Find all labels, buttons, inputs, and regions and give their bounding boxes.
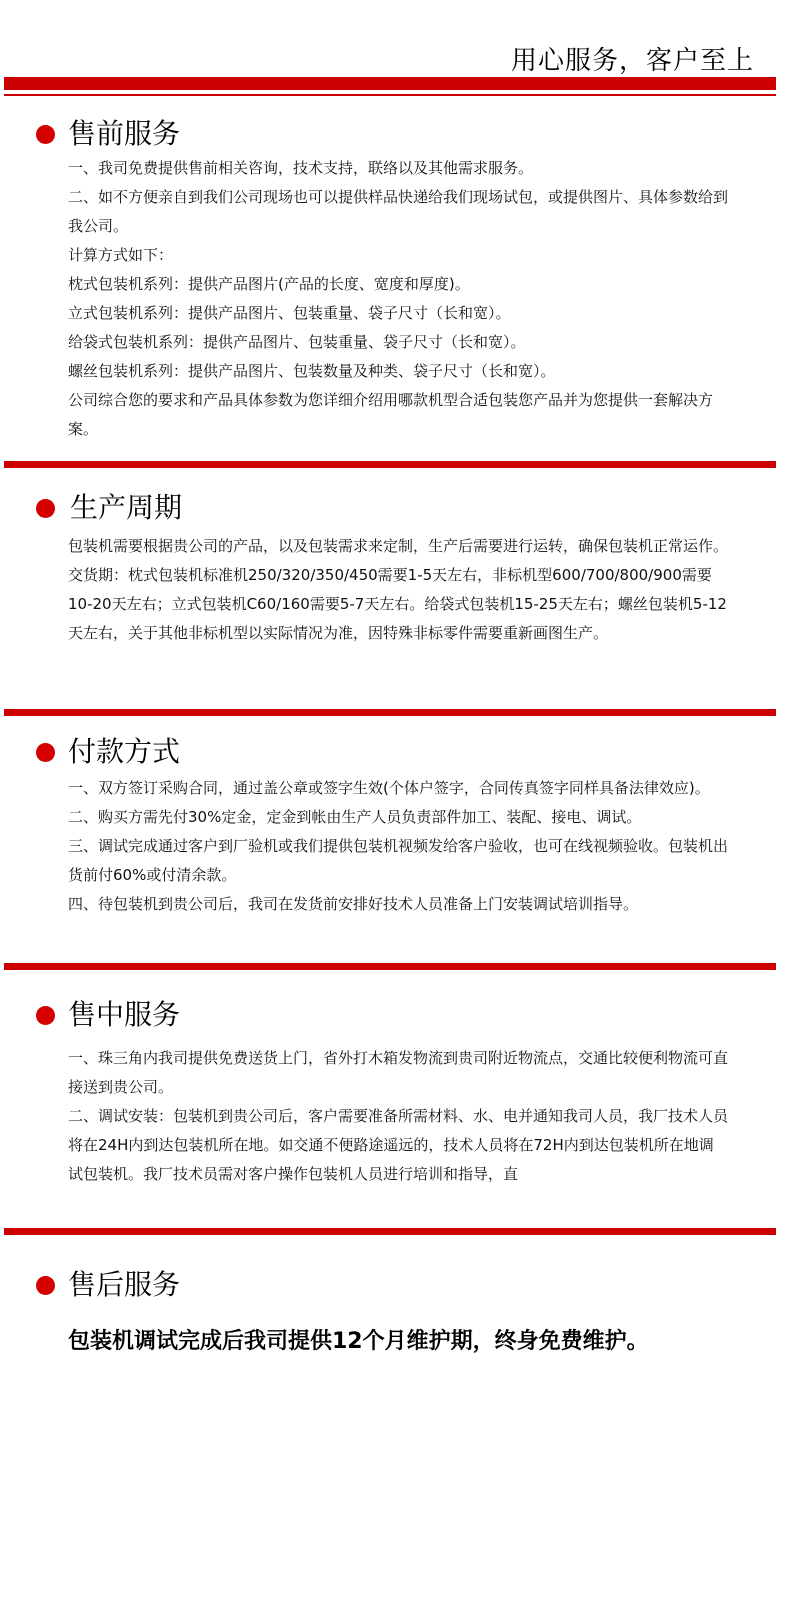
paragraph: 计算方式如下： bbox=[68, 246, 174, 264]
paragraph: 给袋式包装机系列：提供产品图片、包装重量、袋子尺寸（长和宽）。 bbox=[68, 333, 526, 351]
paragraph: 一、珠三角内我司提供免费送货上门，省外打木箱发物流到贵司附近物流点，交通比较便利物流可直接送到贵公司。 bbox=[68, 1049, 729, 1096]
section-title-text: 生产周期 bbox=[70, 491, 183, 524]
red-dot-icon bbox=[36, 125, 55, 144]
section-divider bbox=[4, 963, 776, 970]
paragraph: 立式包装机系列：提供产品图片、包装重量、袋子尺寸（长和宽）。 bbox=[68, 304, 511, 322]
paragraph: 公司综合您的要求和产品具体参数为您详细介绍用哪款机型合适包装您产品并为您提供一套解决方案。 bbox=[68, 391, 714, 438]
header-bar bbox=[4, 77, 776, 90]
paragraph: 二、调试安装：包装机到贵公司后，客户需要准备所需材料、水、电并通知我司人员，我厂技术人员将在24H内到达包装机所在地。如交通不便路途遥远的，技术人员将在72H内到达包装机所在地调试包装机。我厂技术员需对客户操作包装机人员进行培训和指导，直 bbox=[68, 1107, 729, 1183]
paragraph: 包装机需要根据贵公司的产品，以及包装需求来定制，生产后需要进行运转，确保包装机正常运作。 bbox=[68, 537, 729, 555]
red-dot-icon bbox=[36, 743, 55, 762]
paragraph: 二、如不方便亲自到我们公司现场也可以提供样品快递给我们现场试包，或提供图片、具体参数给到我公司。 bbox=[68, 188, 729, 235]
section-payment-title bbox=[36, 734, 180, 770]
section-production-body bbox=[68, 532, 728, 648]
header-bar-thin bbox=[4, 94, 776, 96]
paragraph: 四、待包装机到贵公司后，我司在发货前安排好技术人员准备上门安装调试培训指导。 bbox=[68, 895, 639, 913]
section-aftersale-title bbox=[36, 1267, 180, 1303]
paragraph: 三、调试完成通过客户到厂验机或我们提供包装机视频发给客户验收，也可在线视频验收。包装机出货前付60%或付清余款。 bbox=[68, 837, 729, 884]
section-presale-title bbox=[36, 116, 180, 152]
section-divider bbox=[4, 1228, 776, 1235]
red-dot-icon bbox=[36, 499, 55, 518]
section-title-text: 售后服务 bbox=[68, 1268, 181, 1301]
red-dot-icon bbox=[36, 1276, 55, 1295]
section-insale-title bbox=[36, 997, 180, 1033]
section-title-text: 售前服务 bbox=[68, 117, 181, 150]
paragraph: 枕式包装机系列：提供产品图片(产品的长度、宽度和厚度)。 bbox=[68, 275, 470, 293]
section-divider bbox=[4, 461, 776, 468]
section-production-title bbox=[36, 490, 182, 526]
section-presale-body bbox=[68, 154, 728, 444]
slogan: 用心服务，客户至上 bbox=[510, 46, 754, 76]
paragraph: 二、购买方需先付30%定金，定金到帐由生产人员负责部件加工、装配、接电、调试。 bbox=[68, 808, 642, 826]
paragraph: 螺丝包装机系列：提供产品图片、包装数量及种类、袋子尺寸（长和宽）。 bbox=[68, 362, 556, 380]
paragraph: 一、我司免费提供售前相关咨询，技术支持，联络以及其他需求服务。 bbox=[68, 159, 534, 177]
aftersale-note: 包装机调试完成后我司提供12个月维护期，终身免费维护。 bbox=[68, 1329, 649, 1354]
section-divider bbox=[4, 709, 776, 716]
red-dot-icon bbox=[36, 1006, 55, 1025]
paragraph: 一、双方签订采购合同，通过盖公章或签字生效(个体户签字，合同传真签字同样具备法律效应)。 bbox=[68, 779, 710, 797]
section-title-text: 付款方式 bbox=[68, 735, 181, 768]
section-insale-body bbox=[68, 1044, 728, 1189]
section-title-text: 售中服务 bbox=[68, 998, 181, 1031]
paragraph: 交货期：枕式包装机标准机250/320/350/450需要1-5天左右，非标机型600/700/800/900需要10-20天左右；立式包装机C60/160需要5-7天左右。给袋式包装机15-25天左右；螺丝包装机5-12天左右，关于其他非标机型以实际情况为准，因特殊非标零件需要重新画图生产。 bbox=[68, 566, 727, 642]
section-payment-body bbox=[68, 774, 728, 919]
